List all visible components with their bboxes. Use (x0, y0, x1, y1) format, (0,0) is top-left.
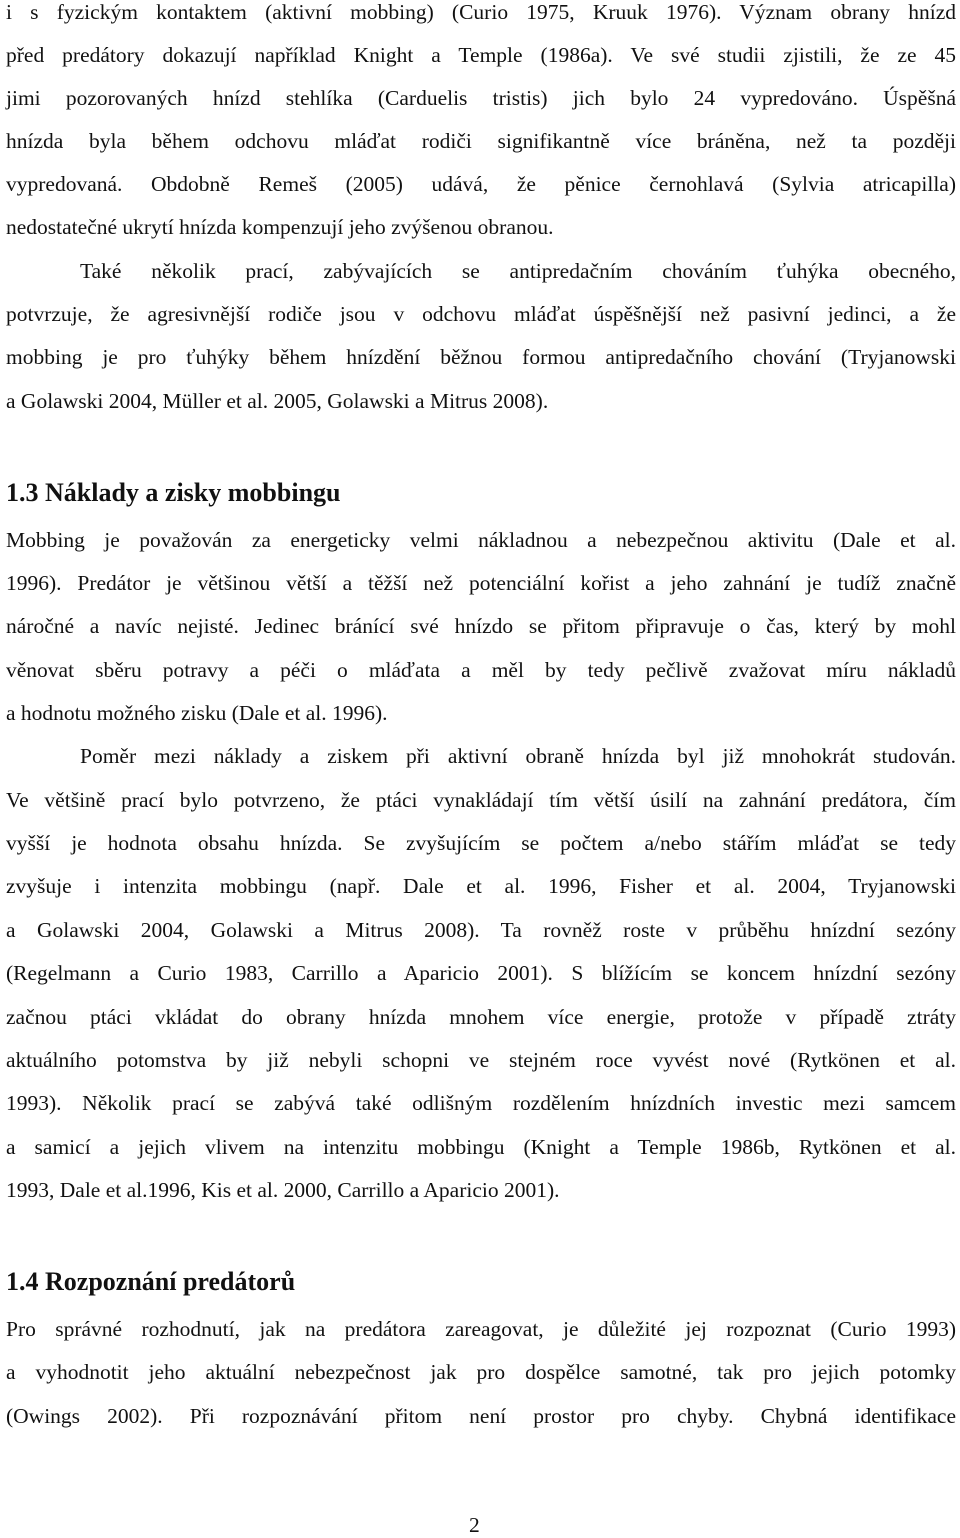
text-line: vypredovaná. Obdobně Remeš (2005) udává, že pěnice černohlavá (Sylvia atricapilla) (6, 172, 956, 196)
section-heading: 1.4 Rozpoznání predátorů (6, 1267, 296, 1296)
text-line: 1996). Predátor je většinou větší a těžší než potenciální kořist a jeho zahnání je tudíž značně (6, 571, 956, 595)
text-line: a hodnotu možného zisku (Dale et al. 1996). (6, 701, 388, 725)
text-line: před predátory dokazují například Knight a Temple (1986a). Ve své studii zjistili, že ze 45 (6, 43, 956, 67)
text-line: a Golawski 2004, Golawski a Mitrus 2008). Ta rovněž roste v průběhu hnízdní sezóny (6, 918, 956, 942)
text-line: a samicí a jejich vlivem na intenzitu mobbingu (Knight a Temple 1986b, Rytkönen et al. (6, 1135, 956, 1159)
text-line: aktuálního potomstva by již nebyli schopni ve stejném roce vyvést nové (Rytkönen et al. (6, 1048, 956, 1072)
text-line: 1993). Několik prací se zabývá také odlišným rozdělením hnízdních investic mezi samcem (6, 1091, 956, 1115)
text-line: 1993, Dale et al.1996, Kis et al. 2000, Carrillo a Aparicio 2001). (6, 1178, 560, 1202)
text-line: Ve většině prací bylo potvrzeno, že ptáci vynakládají tím větší úsilí na zahnání predátora, čím (6, 788, 956, 812)
text-line: Pro správné rozhodnutí, jak na predátora zareagovat, je důležité jej rozpoznat (Curio 1993) (6, 1317, 956, 1341)
section-heading: 1.3 Náklady a zisky mobbingu (6, 478, 341, 507)
text-line: Mobbing je považován za energeticky velmi nákladnou a nebezpečnou aktivitu (Dale et al. (6, 528, 956, 552)
text-line: i s fyzickým kontaktem (aktivní mobbing) (Curio 1975, Kruuk 1976). Význam obrany hnízd (6, 0, 956, 24)
text-line: náročné a navíc nejisté. Jedinec bránící své hnízdo se přitom připravuje o čas, který by mohl (6, 614, 956, 638)
text-line: (Regelmann a Curio 1983, Carrillo a Aparicio 2001). S blížícím se koncem hnízdní sezóny (6, 961, 956, 985)
text-line: Poměr mezi náklady a ziskem při aktivní obraně hnízda byl již mnohokrát studován. (80, 744, 956, 768)
text-line: a Golawski 2004, Müller et al. 2005, Golawski a Mitrus 2008). (6, 389, 549, 413)
text-line: potvrzuje, že agresivnější rodiče jsou v odchovu mláďat úspěšnější než pasivní jedinci, a že (6, 302, 956, 326)
text-line: (Owings 2002). Při rozpoznávání přitom není prostor pro chyby. Chybná identifikace (6, 1404, 956, 1428)
text-line: jimi pozorovaných hnízd stehlíka (Carduelis tristis) jich bylo 24 vypredováno. Úspěšná (6, 86, 956, 110)
page-number: 2 (469, 1513, 480, 1537)
text-line: hnízda byla během odchovu mláďat rodiči signifikantně více bráněna, než ta později (6, 129, 956, 153)
text-line: Také několik prací, zabývajících se antipredačním chováním ťuhýka obecného, (80, 259, 956, 283)
text-line: zvyšuje i intenzita mobbingu (např. Dale et al. 1996, Fisher et al. 2004, Tryjanowski (6, 874, 956, 898)
text-line: vyšší je hodnota obsahu hnízda. Se zvyšujícím se počtem a/nebo stářím mláďat se tedy (6, 831, 956, 855)
text-line: začnou ptáci vkládat do obrany hnízda mnohem více energie, protože v případě ztráty (6, 1005, 956, 1029)
text-line: věnovat sběru potravy a péči o mláďata a měl by tedy pečlivě zvažovat míru nákladů (6, 658, 956, 682)
text-line: nedostatečné ukrytí hnízda kompenzují jeho zvýšenou obranou. (6, 215, 554, 239)
text-line: mobbing je pro ťuhýky během hnízdění běžnou formou antipredačního chování (Tryjanowski (6, 345, 956, 369)
text-line: a vyhodnotit jeho aktuální nebezpečnost jak pro dospělce samotné, tak pro jejich potomky (6, 1360, 956, 1384)
